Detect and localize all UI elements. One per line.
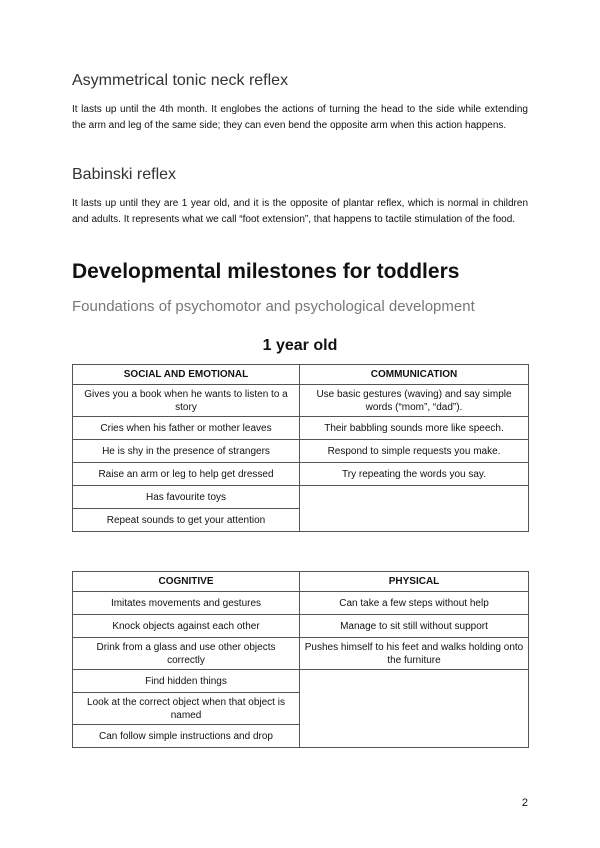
table-cell: Cries when his father or mother leaves bbox=[73, 417, 300, 440]
table-header-row bbox=[73, 572, 529, 592]
table-cell-empty bbox=[300, 486, 529, 532]
table-cell: Pushes himself to his feet and walks holding onto the furniture bbox=[300, 638, 529, 670]
table-row bbox=[73, 463, 529, 486]
table-row bbox=[73, 417, 529, 440]
section-heading-babinski: Babinski reflex bbox=[72, 166, 177, 183]
table-cell: Raise an arm or leg to help get dressed bbox=[73, 463, 300, 486]
table-row bbox=[73, 385, 529, 417]
table-cell: Has favourite toys bbox=[73, 486, 300, 509]
table-row bbox=[73, 486, 529, 509]
table-cell: Can follow simple instructions and drop bbox=[73, 725, 300, 748]
table-row bbox=[73, 615, 529, 638]
table-cell: Repeat sounds to get your attention bbox=[73, 509, 300, 532]
table-header-row bbox=[73, 365, 529, 385]
table-row bbox=[73, 638, 529, 670]
page-number: 2 bbox=[521, 797, 528, 809]
table-row bbox=[73, 592, 529, 615]
table-cell: Try repeating the words you say. bbox=[300, 463, 529, 486]
table-caption: 1 year old bbox=[262, 337, 338, 354]
main-title: Developmental milestones for toddlers bbox=[72, 260, 460, 283]
table-cell: Gives you a book when he wants to listen to a story bbox=[73, 385, 300, 417]
table-cell: Find hidden things bbox=[73, 670, 300, 693]
table-row bbox=[73, 670, 529, 693]
section-heading-atnr: Asymmetrical tonic neck reflex bbox=[72, 72, 289, 89]
table-cell: Their babbling sounds more like speech. bbox=[300, 417, 529, 440]
table-cell: Drink from a glass and use other objects correctly bbox=[73, 638, 300, 670]
table-cell: Imitates movements and gestures bbox=[73, 592, 300, 615]
table-header: PHYSICAL bbox=[300, 572, 529, 592]
table-row bbox=[73, 440, 529, 463]
section-text-babinski: It lasts up until they are 1 year old, and it is the opposite of plantar reflex, which is normal in children and adults. It represents what we call “foot extension”, that happens to tactile stimulation of the food. bbox=[72, 198, 528, 225]
milestones-table-cognitive-physical bbox=[72, 571, 529, 748]
table-cell: Look at the correct object when that object is named bbox=[73, 693, 300, 725]
milestones-table-social-communication bbox=[72, 364, 529, 532]
table-cell: Can take a few steps without help bbox=[300, 592, 529, 615]
table-header: SOCIAL AND EMOTIONAL bbox=[73, 365, 300, 385]
table-cell-empty bbox=[300, 670, 529, 748]
section-text-atnr: It lasts up until the 4th month. It englobes the actions of turning the head to the side while extending the arm and leg of the same side; they can even bend the opposite arm when this action happens. bbox=[72, 104, 528, 131]
subtitle: Foundations of psychomotor and psychological development bbox=[72, 298, 475, 315]
table-cell: Respond to simple requests you make. bbox=[300, 440, 529, 463]
table-cell: Knock objects against each other bbox=[73, 615, 300, 638]
table-cell: Manage to sit still without support bbox=[300, 615, 529, 638]
table-header: COMMUNICATION bbox=[300, 365, 529, 385]
table-cell: He is shy in the presence of strangers bbox=[73, 440, 300, 463]
table-cell: Use basic gestures (waving) and say simple words (“mom”, “dad”). bbox=[300, 385, 529, 417]
table-header: COGNITIVE bbox=[73, 572, 300, 592]
